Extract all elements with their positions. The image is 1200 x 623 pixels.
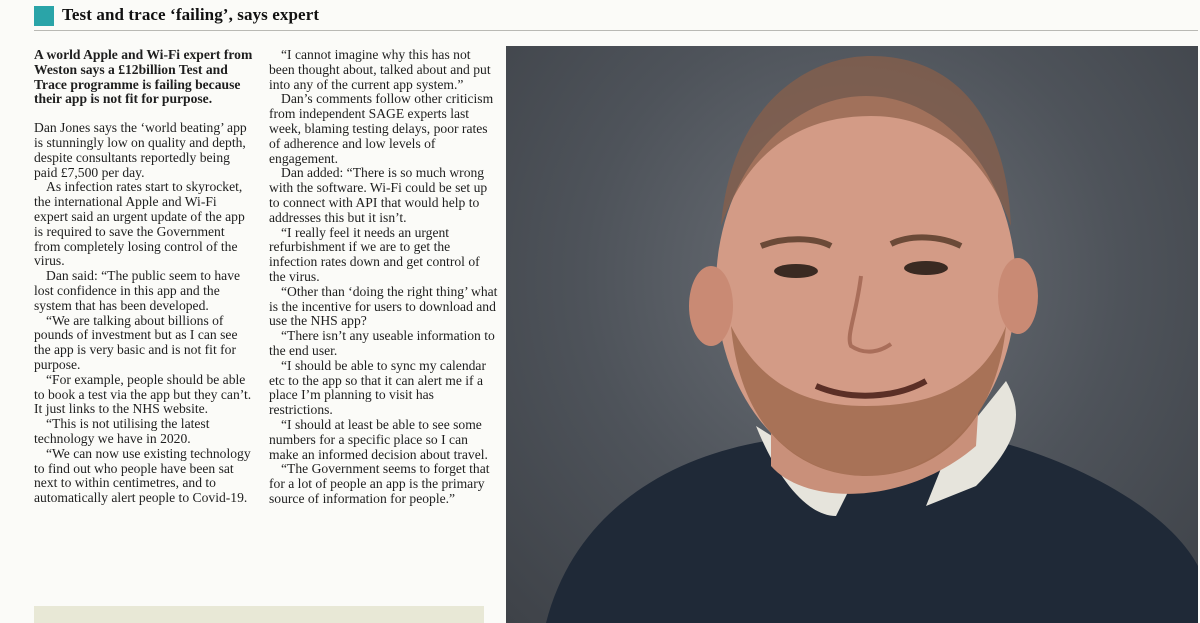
article-paragraph: “I cannot imagine why this has not been thought about, talked about and put into any of the current app system.” xyxy=(269,47,491,92)
article-paragraph: As infection rates start to skyrocket, the international Apple and Wi-Fi expert said an urgent update of the app is required to save the Government from completely losing control of the virus. xyxy=(34,179,245,269)
article-paragraph: “Other than ‘doing the right thing’ what is the incentive for users to download and use the NHS app? xyxy=(269,283,498,329)
article-paragraph: A world Apple and Wi-Fi expert from Weston says a £12billion Test and Trace programme is failing because their app is not fit for purpose. xyxy=(34,47,253,107)
article-paragraph: Dan Jones says the ‘world beating’ app is stunningly low on quality and depth, despite consultants reportedly being paid £7,500 per day. xyxy=(34,120,247,180)
text-column-1 xyxy=(34,48,254,506)
headline: Test and trace ‘failing’, says expert xyxy=(62,5,320,24)
portrait-photo xyxy=(506,46,1198,623)
article-paragraph: “There isn’t any useable information to the end user. xyxy=(269,328,495,358)
article-paragraph: “This is not utilising the latest technology we have in 2020. xyxy=(34,416,210,446)
text-column-2 xyxy=(269,48,499,507)
article-paragraph: “I really feel it needs an urgent refurbishment if we are to get the infection rates down and get control of the virus. xyxy=(269,224,480,284)
article-paragraph: “I should be able to sync my calendar etc to the app so that it can alert me if a place I’m planning to visit has restrictions. xyxy=(269,357,486,418)
article-paragraph: Dan added: “There is so much wrong with the software. Wi-Fi could be set up to connect with API that would help to addresses this but it isn’t. xyxy=(269,165,488,225)
article-paragraph: Dan’s comments follow other criticism from independent SAGE experts last week, blaming testing delays, poor rates of adherence and low levels of engagement. xyxy=(269,91,494,166)
article-paragraph: “The Government seems to forget that for a lot of people an app is the primary source of information for people.” xyxy=(269,461,490,506)
article-paragraph: “We can now use existing technology to find out who people have been sat next to within centimetres, and to automatically alert people to Covid-19. xyxy=(34,445,251,506)
article-paragraph: “We are talking about billions of pounds of investment but as I can see the app is very basic and is not fit for purpose. xyxy=(34,312,238,372)
bottom-panel xyxy=(34,606,484,623)
portrait-illustration xyxy=(506,46,1198,623)
headline-bar xyxy=(34,2,1198,31)
section-marker xyxy=(34,6,54,26)
article-paragraph: “I should at least be able to see some numbers for a specific place so I can make an informed decision about travel. xyxy=(269,416,488,462)
article-paragraph: Dan said: “The public seem to have lost confidence in this app and the system that has been developed. xyxy=(34,268,241,313)
article-paragraph: “For example, people should be able to book a test via the app but they can’t. It just links to the NHS website. xyxy=(34,371,252,417)
